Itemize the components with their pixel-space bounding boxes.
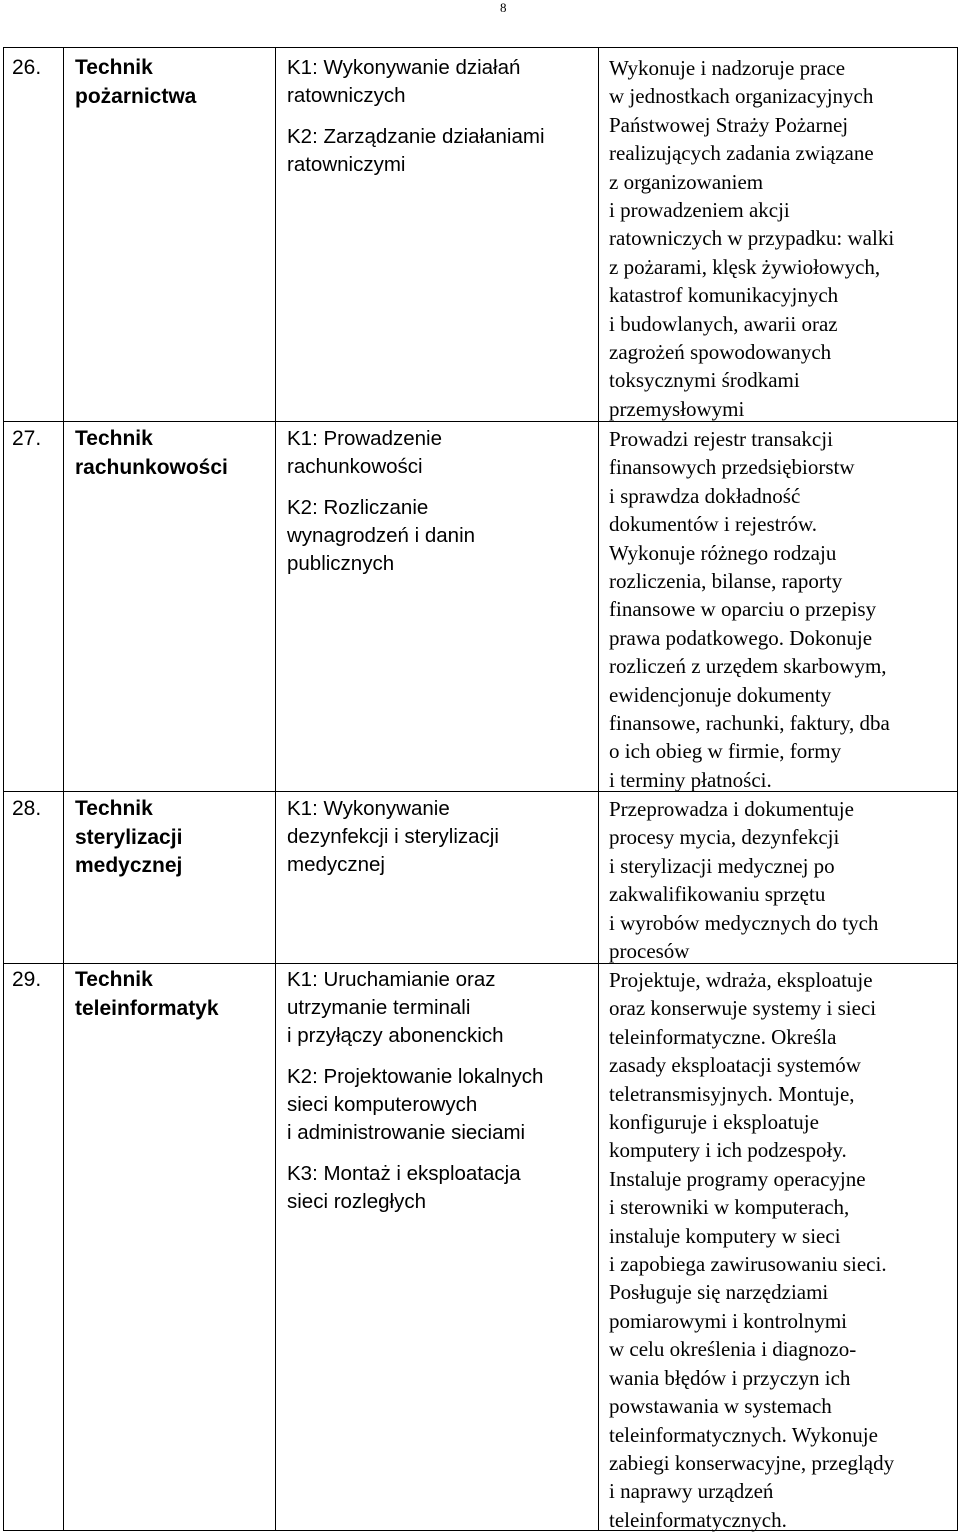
- qualifications-cell: [287, 54, 592, 179]
- qualification-item: K2: Zarządzanie działaniami ratowniczymi: [287, 125, 545, 176]
- qualifications-cell: [287, 966, 592, 1216]
- column-divider-qualifications: [598, 48, 599, 1530]
- row-number: 26.: [12, 56, 42, 79]
- column-divider-name: [275, 48, 276, 1530]
- qualifications-cell: [287, 795, 592, 879]
- row-number: 27.: [12, 427, 42, 450]
- qualifications-cell: [287, 425, 592, 578]
- occupation-description: Projektuje, wdraża, eksploatuje oraz konserwuje systemy i sieci teleinformatyczne. Określa zasady eksploatacji systemów teletransmisyjnych. Montuje, konfiguruje i eksploatuje komputery i ich podzespoły. Instaluje programy operacyjne i sterowniki w komputerach, instaluje komputery w sieci i zapobiega zawirusowaniu sieci. Posługuje się narzędziami pomiarowymi i kontrolnymi w celu określenia i diagnozo- wania błędów i przyczyn ich powstawania w systemach teleinformatycznych. Wykonuje zabiegi konserwacyjne, przeglądy i naprawy urządzeń teleinformatycznych.: [609, 968, 895, 1532]
- qualification-item: K2: Rozliczanie wynagrodzeń i danin publicznych: [287, 496, 476, 575]
- qualification-item: K3: Montaż i eksploatacja sieci rozległych: [287, 1162, 521, 1213]
- occupation-description: Prowadzi rejestr transakcji finansowych przedsiębiorstw i sprawdza dokładność dokumentów i rejestrów. Wykonuje różnego rodzaju rozliczenia, bilanse, raporty finansowe w oparciu o przepisy prawa podatkowego. Dokonuje rozliczeń z urzędem skarbowym, ewidencjonuje dokumenty finansowe, rachunki, faktury, dba o ich obieg w firmie, formy i terminy płatności.: [609, 427, 890, 792]
- qualification-item: K2: Projektowanie lokalnych sieci komputerowych i administrowanie sieciami: [287, 1065, 544, 1144]
- row-number: 28.: [12, 797, 42, 820]
- qualification-item: K1: Wykonywanie dezynfekcji i sterylizacji medycznej: [287, 797, 499, 876]
- column-divider-number: [63, 48, 64, 1530]
- row-number: 29.: [12, 968, 42, 991]
- qualification-item: K1: Wykonywanie działań ratowniczych: [287, 56, 521, 107]
- occupations-table: [3, 47, 958, 1531]
- occupation-description: Wykonuje i nadzoruje prace w jednostkach organizacyjnych Państwowej Straży Pożarnej realizujących zadania związane z organizowaniem i prowadzeniem akcji ratowniczych w przypadku: walki z pożarami, klęsk żywiołowych, katastrof komunikacyjnych i budowlanych, awarii oraz zagrożeń spowodowanych toksycznymi środkami przemysłowymi: [609, 56, 895, 421]
- page-number: 8: [500, 0, 507, 15]
- qualification-item: K1: Uruchamianie oraz utrzymanie terminali i przyłączy abonenckich: [287, 968, 504, 1047]
- occupation-name: Technik teleinformatyk: [75, 968, 219, 1020]
- occupation-name: Technik rachunkowości: [75, 427, 228, 479]
- occupation-name: Technik sterylizacji medycznej: [75, 797, 183, 877]
- occupation-name: Technik pożarnictwa: [75, 56, 197, 108]
- occupation-description: Przeprowadza i dokumentuje procesy mycia, dezynfekcji i sterylizacji medycznej po zakwalifikowaniu sprzętu i wyrobów medycznych do tych procesów: [609, 797, 879, 964]
- qualification-item: K1: Prowadzenie rachunkowości: [287, 427, 442, 478]
